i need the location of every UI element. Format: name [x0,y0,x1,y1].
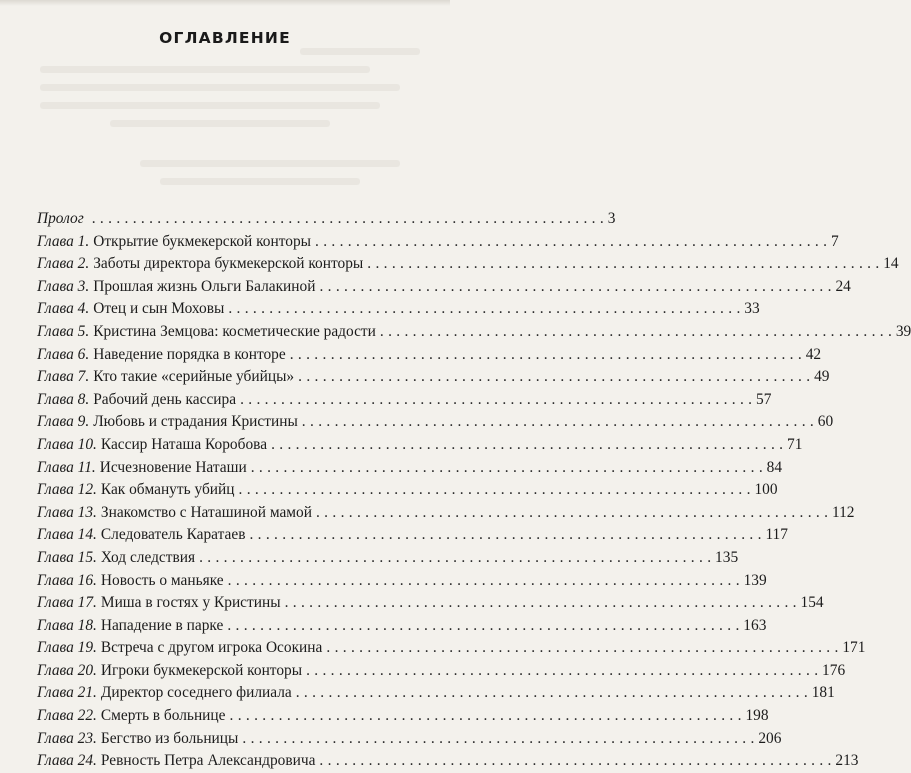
chapter-label: Глава 15. [37,548,97,566]
toc-entry [37,389,772,412]
chapter-title: Миша в гостях у Кристины [100,594,281,612]
chapter-label: Пролог [37,210,84,227]
page-number: 60 [817,413,834,431]
toc-entry [37,434,803,457]
page-number: 171 [842,639,866,657]
chapter-title: Бегство из больницы [100,729,239,747]
dot-leader [380,321,892,344]
chapter-title: Игроки букмекерской конторы [100,661,303,679]
page-number: 57 [756,390,772,408]
dot-leader [285,592,797,615]
chapter-label: Глава 9. [37,413,90,431]
toc-entry [37,615,767,638]
page-number: 154 [800,594,824,612]
chapter-label: Глава 19. [37,639,97,657]
dot-leader [306,660,818,683]
chapter-title: Директор соседнего филиала [100,684,292,702]
page-number: 206 [758,729,782,747]
page-number: 112 [831,503,855,521]
chapter-label: Глава 6. [37,345,90,363]
chapter-title: Исчезновение Наташи [99,458,247,476]
chapter-title: Ревность Петра Александровича [100,752,316,770]
toc-entry [37,592,824,615]
chapter-title: Отец и сын Моховы [93,300,225,318]
table-of-contents [37,208,911,773]
dot-leader [92,208,604,231]
dot-leader [271,434,783,457]
chapter-label: Глава 5. [37,322,90,340]
dot-leader [230,705,742,728]
chapter-title: Кто такие «серийные убийцы» [93,368,295,386]
chapter-label: Глава 24. [37,752,97,770]
toc-entry [37,457,783,480]
dot-leader [316,502,828,525]
chapter-label: Глава 10. [37,435,97,453]
page-title: ОГЛАВЛЕНИЕ [159,29,291,47]
page-number: 163 [743,616,767,634]
toc-entry [37,502,855,525]
page-number: 14 [883,255,899,273]
page-number: 100 [754,481,778,499]
toc-entry [37,728,782,751]
chapter-title: Любовь и страдания Кристины [93,413,298,431]
page-number: 84 [766,458,783,476]
chapter-title: Новость о маньяке [100,571,224,589]
toc-entry [37,479,778,502]
toc-entry [37,750,859,773]
chapter-label: Глава 23. [37,729,97,747]
page-top-edge [0,0,450,6]
chapter-label: Глава 14. [37,526,97,544]
page-number: 33 [744,300,760,318]
chapter-label: Глава 8. [37,390,90,408]
toc-entry [37,276,851,299]
page-number: 24 [835,277,851,295]
chapter-title: Ход следствия [100,548,196,566]
page-number: 181 [811,684,835,702]
dot-leader [242,728,754,751]
chapter-title: Открытие букмекерской конторы [93,232,311,250]
chapter-label: Глава 21. [37,684,97,702]
chapter-label: Глава 22. [37,707,97,725]
dot-leader [367,253,879,276]
bleed-through-line [300,48,420,55]
toc-entry [37,298,760,321]
chapter-label: Глава 3. [37,277,90,295]
dot-leader [302,411,814,434]
dot-leader [319,276,831,299]
toc-entry [37,637,866,660]
toc-entry [37,660,846,683]
chapter-label: Глава 18. [37,616,97,634]
bleed-through-line [110,120,330,127]
toc-entry [37,570,767,593]
chapter-label: Глава 16. [37,571,97,589]
page-number: 42 [805,345,822,363]
chapter-title: Встреча с другом игрока Осокина [100,639,323,657]
page-number: 7 [830,232,839,250]
chapter-title: Наведение порядка в конторе [93,345,286,363]
dot-leader [251,457,763,480]
dot-leader [326,637,838,660]
dot-leader [228,570,740,593]
page-number: 117 [765,526,788,544]
chapter-title: Кассир Наташа Коробова [100,435,268,453]
page-number: 176 [822,661,846,679]
page-number: 213 [835,752,859,770]
toc-entry [37,208,616,231]
bleed-through-line [40,84,400,91]
chapter-title: Рабочий день кассира [93,390,237,408]
page-number: 39 [895,322,911,340]
dot-leader [290,344,802,367]
dot-leader [228,298,740,321]
bleed-through-line [40,66,370,73]
chapter-title: Знакомство с Наташиной мамой [100,503,312,521]
chapter-title: Заботы директора букмекерской конторы [93,255,364,273]
chapter-title: Следователь Каратаев [100,526,246,544]
toc-entry [37,344,822,367]
bleed-through-line [160,178,360,185]
chapter-label: Глава 17. [37,594,97,612]
dot-leader [240,389,752,412]
chapter-title: Смерть в больнице [100,707,226,725]
chapter-label: Глава 2. [37,255,90,273]
chapter-label: Глава 4. [37,300,90,318]
toc-entry [37,547,739,570]
dot-leader [298,366,810,389]
toc-entry [37,411,834,434]
chapter-title: Прошлая жизнь Ольги Балакиной [93,277,316,295]
toc-entry [37,231,839,254]
chapter-label: Глава 12. [37,481,97,499]
bleed-through-line [140,160,400,167]
page-number: 198 [745,707,769,725]
chapter-label: Глава 13. [37,503,97,521]
chapter-label: Глава 11. [37,458,96,476]
toc-entry [37,524,788,547]
chapter-title: Нападение в парке [100,616,224,634]
toc-entry [37,321,911,344]
dot-leader [315,231,827,254]
toc-entry [37,682,835,705]
page-number: 139 [743,571,767,589]
page-number: 135 [715,548,739,566]
chapter-label: Глава 7. [37,368,90,386]
dot-leader [296,682,808,705]
toc-entry [37,366,830,389]
page-number: 3 [607,210,616,227]
chapter-title: Как обмануть убийц [100,481,235,499]
page-number: 71 [787,435,803,453]
toc-entry [37,705,769,728]
dot-leader [239,479,751,502]
page-number: 49 [814,368,830,386]
dot-leader [249,524,761,547]
chapter-label: Глава 20. [37,661,97,679]
dot-leader [199,547,711,570]
chapter-label: Глава 1. [37,232,90,250]
chapter-title: Кристина Земцова: косметические радости [93,322,376,340]
bleed-through-line [40,102,380,109]
dot-leader [319,750,831,773]
toc-entry [37,253,899,276]
dot-leader [227,615,739,638]
